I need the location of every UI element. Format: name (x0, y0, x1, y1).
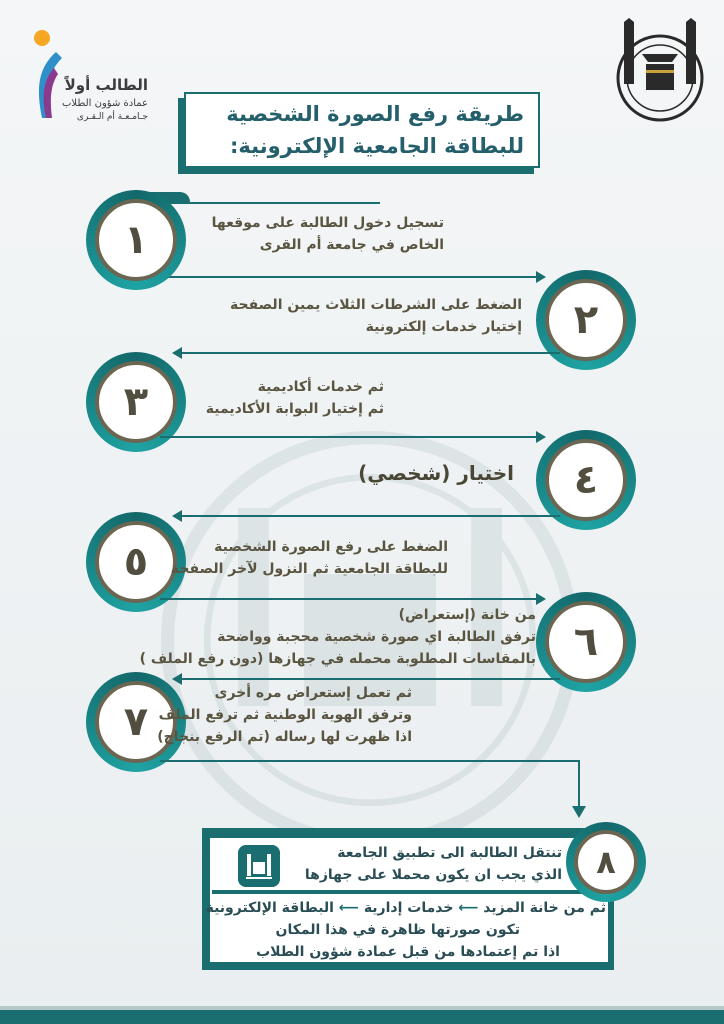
step-8-line3: اذا تم إعتمادها من قبل عمادة شؤون الطلاب (256, 944, 560, 960)
step-1-top-line (160, 202, 380, 204)
logo-title: الطالب أولاً (64, 76, 148, 94)
page-title-line1: طريقة رفع الصورة الشخصية (226, 102, 524, 126)
step-3-bottom-line (160, 436, 540, 438)
step-1-number: ١ (123, 217, 149, 263)
step-7-down-line (578, 760, 580, 808)
logo-university: جـامـعـة أم الـقـرى (76, 112, 148, 122)
step-6-text: من خانة (إستعراض) ترفق الطالبة اي صورة شخصية محجبة وواضحة بالمقاسات المطلوبة محمله في جهازها (دون رفع الملف ) (139, 607, 536, 667)
step-4-bottom-line (180, 515, 560, 517)
title-box (184, 92, 540, 168)
step-8-text: تنتقل الطالبة الى تطبيق الجامعة الذي يجب ان يكون محملا على جهازها (304, 845, 562, 883)
step-4-number: ٤ (573, 457, 599, 503)
step-5-text: الضغط على رفع الصورة الشخصية للبطاقة الجامعية ثم النزول لآخر الصفحة (170, 539, 448, 577)
step-1-bottom-line (160, 276, 540, 278)
step-5-number: ٥ (123, 539, 149, 585)
step-1-circle (86, 190, 186, 290)
university-app-icon (238, 845, 280, 887)
step-1-text: تسجيل دخول الطالبة على موقعها الخاص في جامعة أم القرى (211, 215, 444, 253)
step-2-number: ٢ (573, 297, 599, 343)
step-3-number: ٣ (123, 379, 149, 425)
step-8-path: ثم من خانة المزيد ⟵ خدمات إدارية ⟵ البطاقة الإلكترونية (205, 900, 606, 916)
step-8-line2: تكون صورتها ظاهرة في هذا المكان (275, 922, 520, 938)
step-8-divider (212, 890, 610, 894)
step-4-text: اختيار (شخصي) (358, 461, 514, 485)
step-6-circle (536, 592, 636, 692)
step-7-arrow-down (572, 806, 586, 818)
logo-subtitle: عمادة شؤون الطلاب (62, 98, 148, 109)
step-2-text: الضغط على الشرطات الثلاث يمين الصفحة إختيار خدمات إلكترونية (229, 297, 522, 335)
student-first-logo (18, 28, 148, 128)
step-6-number: ٦ (573, 619, 599, 665)
step-2-bottom-line (180, 352, 560, 354)
step-7-bottom-line (160, 760, 580, 762)
step-6-bottom-line (180, 678, 560, 680)
footer-bar (0, 1010, 724, 1024)
umm-al-qura-university-seal-icon (612, 18, 708, 123)
step-8-circle (566, 822, 646, 902)
step-3-text: ثم خدمات أكاديمية ثم إختيار البوابة الأكاديمية (205, 379, 384, 417)
step-2-circle (536, 270, 636, 370)
step-7-text: ثم تعمل إستعراض مره أخرى وترفق الهوية الوطنية ثم ترفع الملف اذا ظهرت لها رساله (تم الرفع بنجاح) (157, 685, 412, 745)
step-8-number: ٨ (596, 843, 616, 881)
student-first-logo-icon (28, 28, 64, 120)
step-5-bottom-line (160, 598, 540, 600)
page-title-line2: للبطاقة الجامعية الإلكترونية: (230, 134, 524, 158)
step-7-number: ٧ (123, 699, 149, 745)
